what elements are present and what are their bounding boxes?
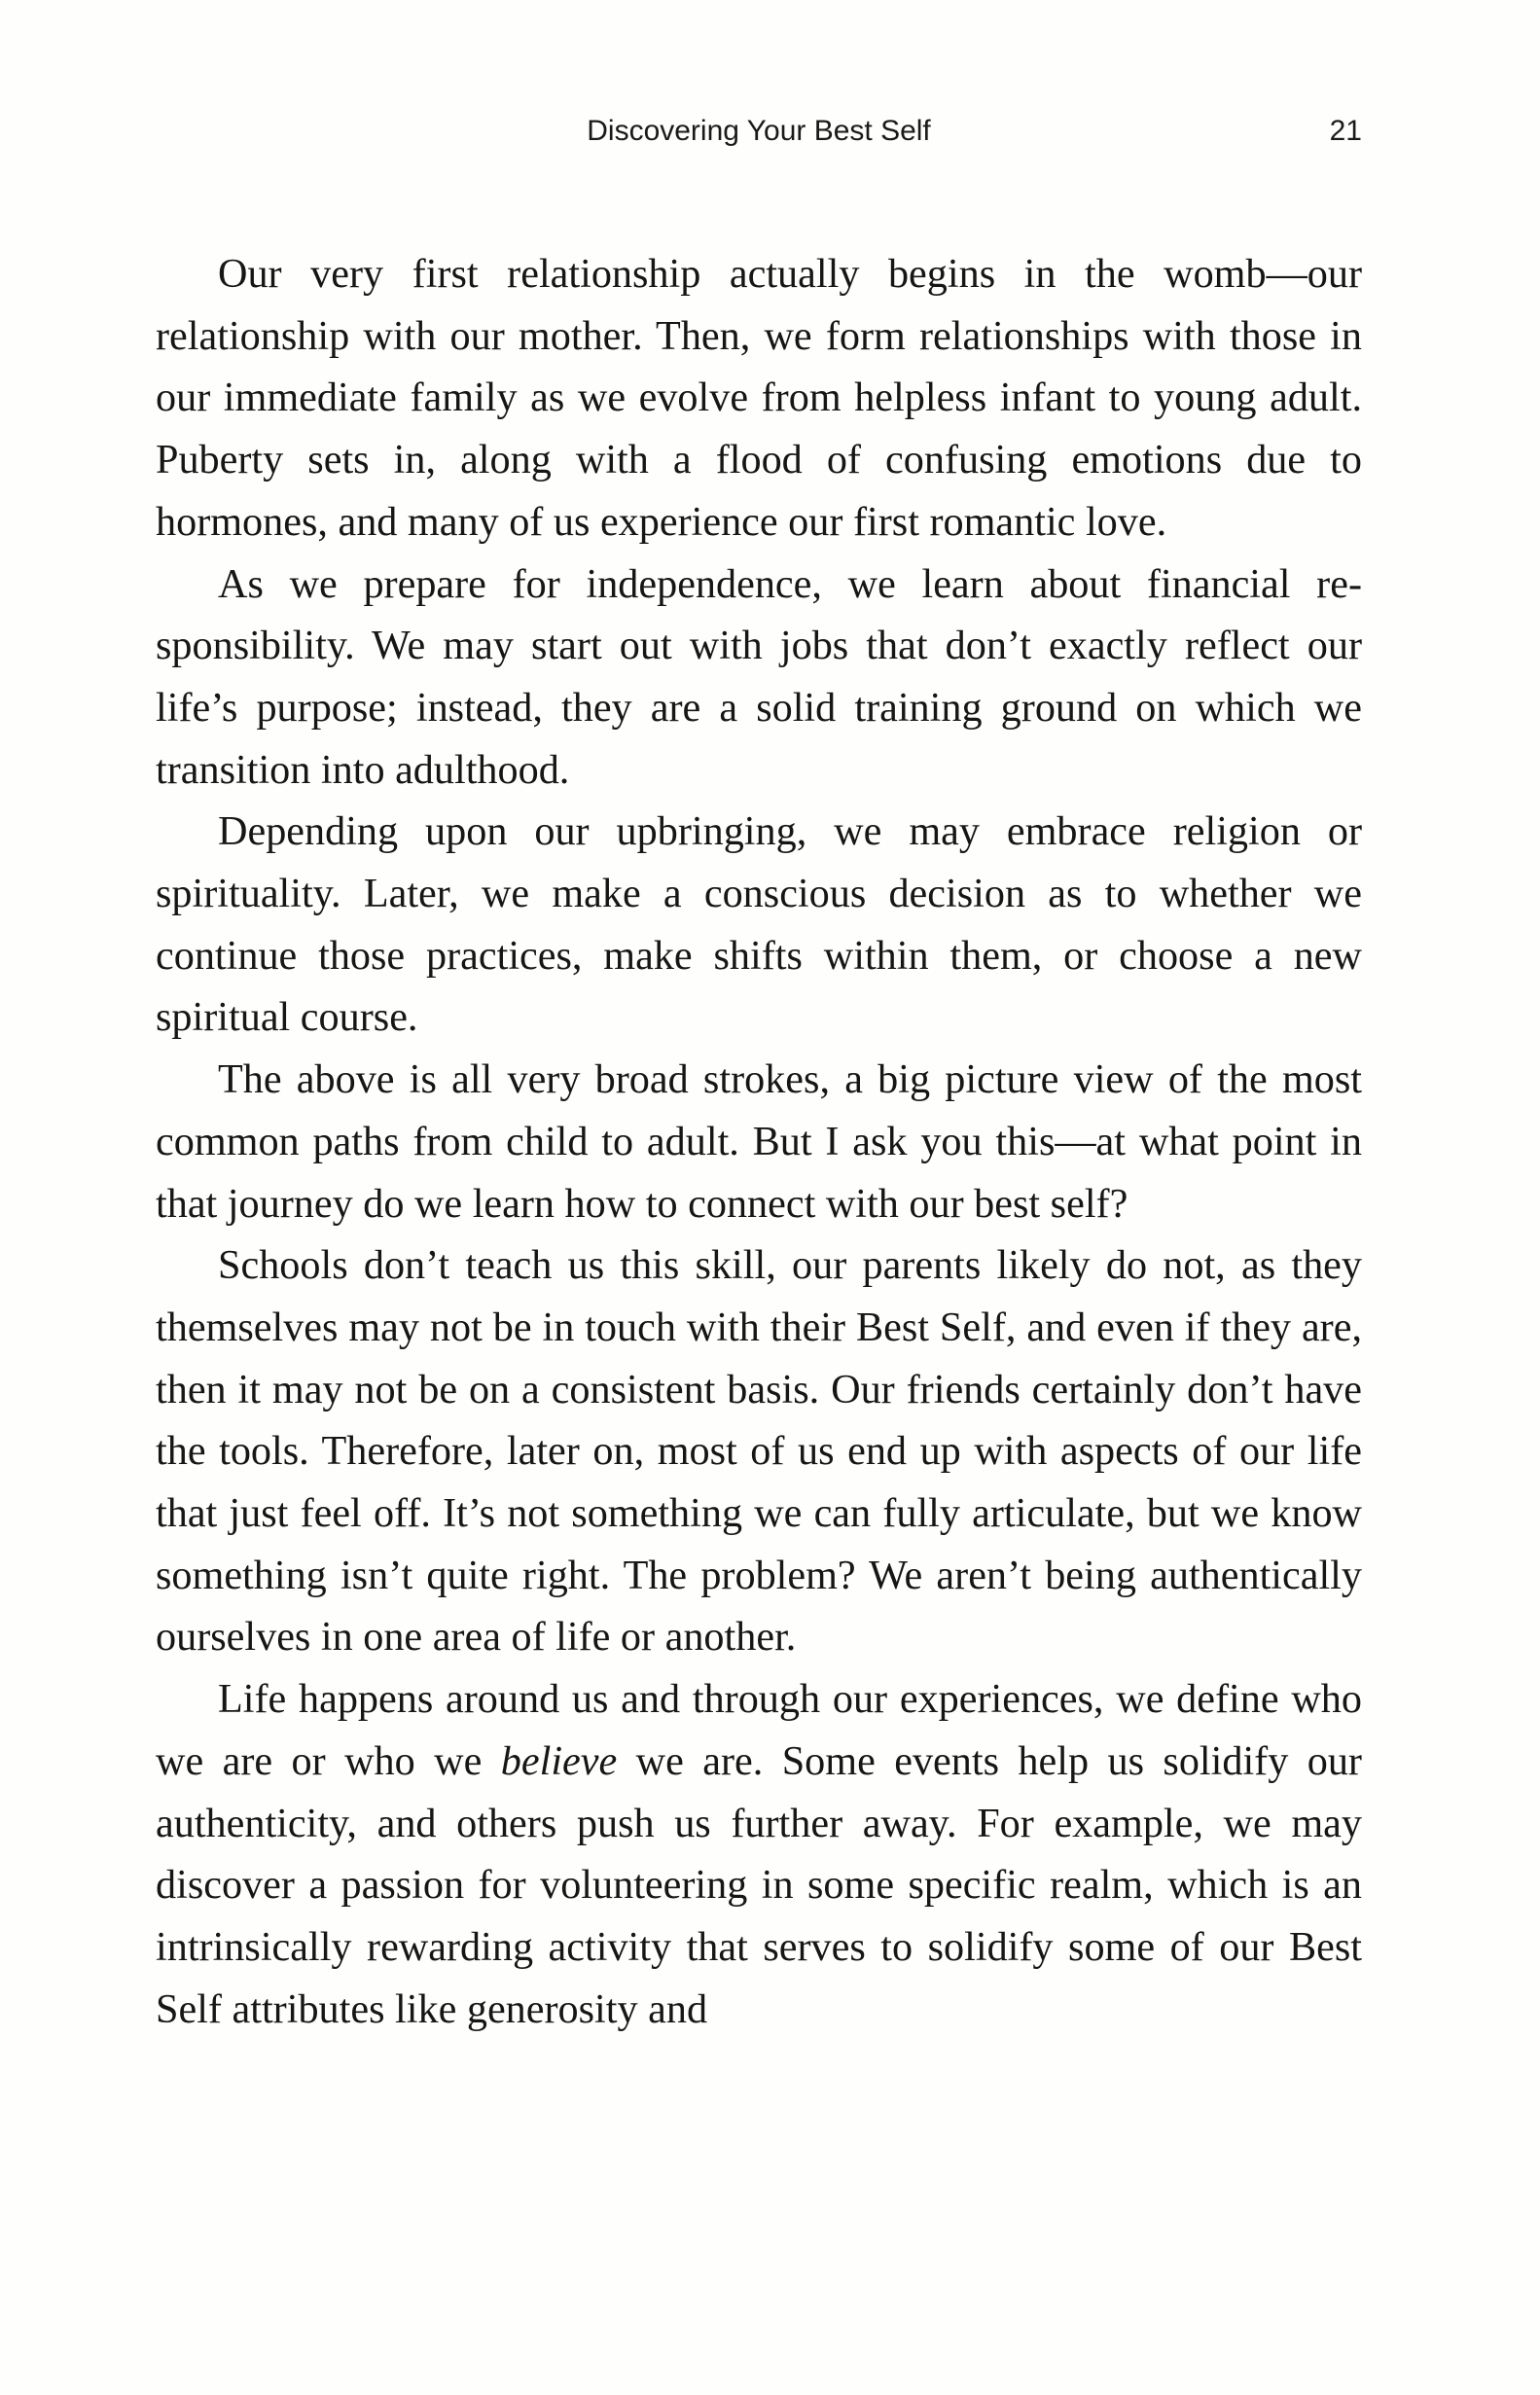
paragraph — [156, 243, 1362, 554]
paragraph — [156, 1668, 1362, 2040]
emphasis-text: believe — [500, 1737, 618, 1784]
paragraph-text: Life happens around us and through our experiences, we define who we are or who we — [156, 1676, 1362, 1784]
running-head — [156, 109, 1362, 167]
running-title: Discovering Your Best Self — [587, 115, 931, 147]
paragraph-text: As we prepare for independence, we learn about financial responsibility. We may start out with jobs that don’t exactly reflect our life’s purpose; instead, they are a solid training ground on which we transition into adulthood. — [156, 560, 1362, 793]
paragraph-text: we are. Some events help us solidify our authenticity, and others push us further away. For example, we may discover a passion for volunteering in some specific realm, which is an intrinsically rewarding activity that serves to solidify some of our Best Self attributes like generosity and — [156, 1737, 1362, 2032]
page-number: 21 — [1329, 115, 1362, 147]
paragraph — [156, 554, 1362, 802]
paragraph-text: Our very first relationship actually begins in the womb—our relationship with our mother. Then, we form relationships with those in our immediate family as we evolve from helpless infant to young adult. Puberty sets in, along with a flood of confusing emotions due to hormones, and many of us experience our first romantic love. — [156, 251, 1362, 545]
paragraph-text: Schools don’t teach us this skill, our parents likely do not, as they themselves may not be in touch with their Best Self, and even if they are, then it may not be on a consistent basis. Our friends certainly don’t have the tools. Therefore, later on, most of us end up with aspects of our life that just feel off. It’s not something we can fully articulate, but we know something isn’t quite right. The problem? We aren’t being authentically ourselves in one area of life or another. — [156, 1242, 1362, 1661]
paragraph-text: Depending upon our upbringing, we may embrace religion or spirituality. Later, we make a conscious decision as to whether we continue those practices, make shifts within them, or choose a new spiritual course. — [156, 808, 1362, 1041]
paragraph-text: The above is all very broad strokes, a big picture view of the most common paths from child to adult. But I ask you this—at what point in that journey do we learn how to connect with our best self? — [156, 1056, 1362, 1227]
paragraph — [156, 1049, 1362, 1234]
paragraph — [156, 801, 1362, 1049]
paragraph — [156, 1234, 1362, 1668]
body-text — [156, 243, 1362, 2040]
